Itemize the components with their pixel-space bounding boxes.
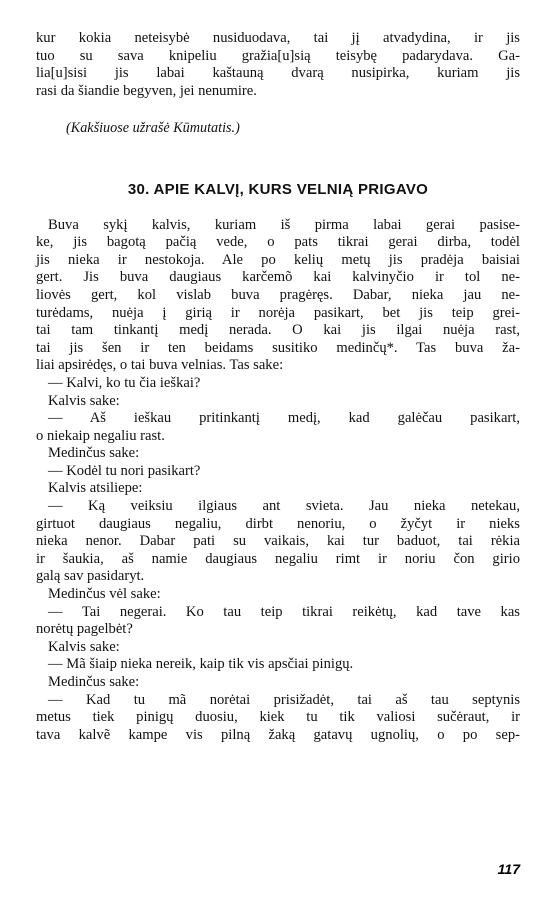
book-page [36, 30, 520, 744]
text-line: tuo su sava knipeliu gražia[u]sią teisybę padarydava. Ga- [36, 47, 520, 64]
text-line: tai tam tinkantį medį nerada. O kai jis ilgai nuėja rast, [36, 322, 520, 339]
text-line: girtuot daugiaus negaliu, dirbt nenoriu, o žyčyt ir nieks [36, 515, 520, 532]
text-line: jis nieka ir nestokoja. Ale po kelių metų jis pradėja baisiai [36, 251, 520, 268]
chapter-heading: 30. APIE KALVĮ, KURS VELNIĄ PRIGAVO [127, 180, 429, 198]
text-line: liovės gert, kol vislab buva pragėręs. Dabar, nieka jau ne- [36, 286, 520, 303]
text-line: — Tai negerai. Ko tau teip tikrai reikėtų, kad tave kas [48, 603, 520, 620]
text-line: — Kad tu mã norėtai prisižadėt, tai aš tau septynis [48, 691, 520, 708]
text-line: lia[u]sisi jis labai kaštauną dvarą nusipirka, kuriam jis [36, 65, 520, 82]
text-line: — Ką veiksiu ilgiaus ant svieta. Jau nieka netekau, [48, 498, 520, 515]
story-body [36, 217, 520, 745]
page-number: 117 [497, 861, 520, 877]
text-line: nieka nenor. Dabar pati su vaikais, kai tur baduot, tai rėkia [36, 533, 520, 550]
source-note: (Kakšiuose užrašė Kūmutatis.) [66, 120, 240, 137]
text-line: galą sav pasidaryt. [36, 568, 145, 585]
intro-paragraph [36, 30, 520, 100]
text-line: Medinčus sake: [48, 674, 140, 690]
text-line: kur kokia neteisybė nusiduodava, tai jį atvadydina, ir jis [36, 30, 520, 46]
text-line: — Aš ieškau pritinkantį medį, kad galėčau pasikart, [48, 410, 520, 427]
text-line: Kalvis sake: [48, 392, 120, 409]
text-line: gert. Jis buva daugiaus karčemõ kai kalvinyčio ir tol ne- [36, 269, 520, 286]
text-line: ir šaukia, aš namie daugiaus negaliu rimt ir noriu čon girio [36, 550, 520, 567]
text-line: Buva sykį kalvis, kuriam iš pirma labai gerai pasise- [48, 216, 520, 233]
text-line: — Mã šiaip nieka nereik, kaip tik vis apsčiai pinigų. [48, 656, 354, 673]
text-line: norėtų pagelbėt? [36, 621, 133, 638]
text-line: tava kalvẽ kampe vis pilną žaką gatavų ugnolių, o po sep- [36, 726, 520, 743]
text-line: metus tiek pinigų duosiu, kiek tu tik valiosi sučėraut, ir [36, 709, 520, 726]
text-line: turėdams, nuėja į girią ir norėja pasikart, bet jis teip grei- [36, 304, 520, 321]
text-line: liai apsirėdęs, o tai buva velnias. Tas sake: [36, 357, 284, 374]
text-line: Medinčus sake: [48, 445, 140, 462]
text-line: tai jis šen ir ten beidams susitiko medinčų*. Tas buva ža- [36, 339, 520, 356]
text-line: Kalvis atsiliepe: [48, 480, 143, 497]
text-line: Kalvis sake: [48, 638, 120, 655]
text-line: — Kalvi, ko tu čia ieškai? [48, 374, 201, 391]
text-line: o niekaip negaliu rast. [36, 427, 165, 444]
text-line: Medinčus vėl sake: [48, 586, 161, 603]
text-line: ke, jis bagotą pačią vede, o pats tikrai gerai dirba, todėl [36, 234, 520, 251]
text-line: rasi da šiandie begyven, jei nenumire. [36, 82, 257, 99]
text-line: — Kodėl tu nori pasikart? [48, 462, 201, 479]
